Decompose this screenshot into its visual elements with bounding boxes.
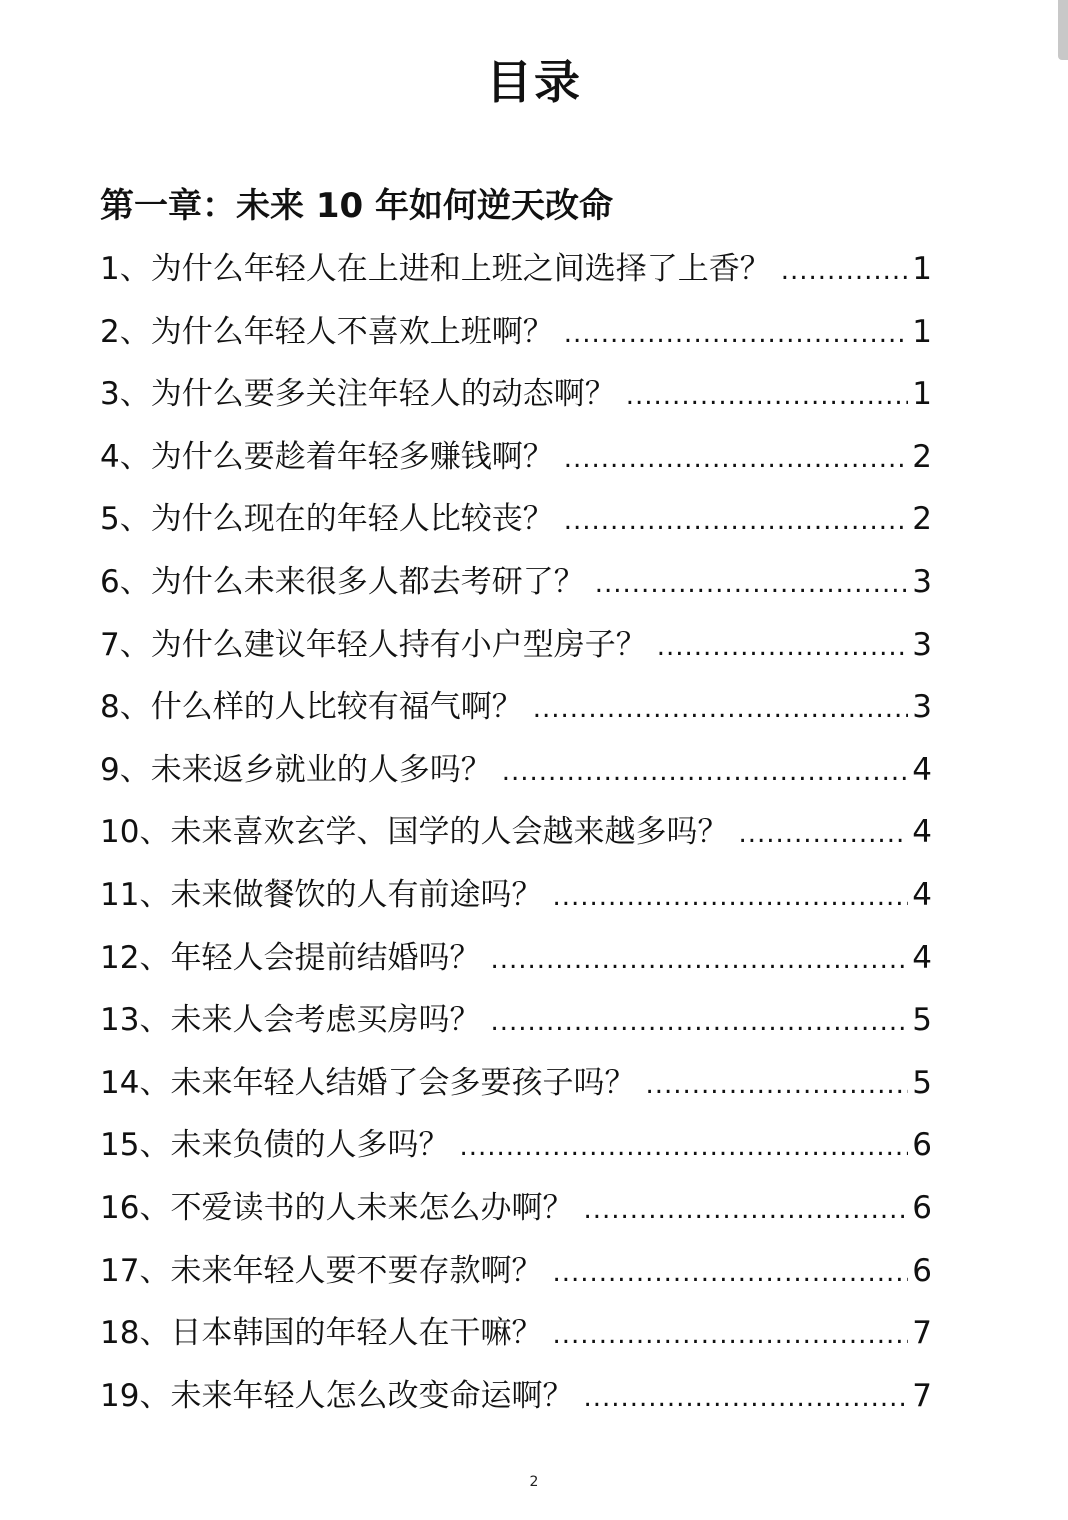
toc-page-number: 3 xyxy=(912,626,932,663)
toc-page-number: 1 xyxy=(912,313,932,350)
toc-entry-text: 1、为什么年轻人在上进和上班之间选择了上香？ xyxy=(100,251,771,287)
toc-entry-11[interactable] xyxy=(100,864,932,927)
toc-page-number: 3 xyxy=(912,563,932,600)
chapter-heading: 第一章：未来 10 年如何逆天改命 xyxy=(100,186,613,226)
toc-page-number: 1 xyxy=(912,376,932,413)
toc-dot-leader xyxy=(564,490,909,553)
toc-page-number: 4 xyxy=(912,939,932,976)
toc-entry-12[interactable] xyxy=(100,927,932,990)
toc-dot-leader xyxy=(564,428,909,491)
toc-entry-19[interactable] xyxy=(100,1365,932,1428)
toc-page-number: 2 xyxy=(912,438,932,475)
toc-entry-text: 8、什么样的人比较有福气啊？ xyxy=(100,689,523,726)
toc-dot-leader xyxy=(781,240,909,303)
toc-dot-leader xyxy=(490,991,908,1054)
toc-page-number: 3 xyxy=(912,689,932,726)
toc-page-number: 7 xyxy=(912,1377,932,1414)
toc-page-number: 1 xyxy=(912,251,932,287)
toc-page-number: 5 xyxy=(912,1064,932,1101)
toc-list xyxy=(100,238,932,1427)
toc-entry-text: 9、未来返乡就业的人多吗？ xyxy=(100,751,492,788)
toc-entry-text: 7、为什么建议年轻人持有小户型房子？ xyxy=(100,626,647,663)
toc-entry-text: 5、为什么现在的年轻人比较丧？ xyxy=(100,501,554,538)
toc-entry-text: 6、为什么未来很多人都去考研了？ xyxy=(100,563,585,600)
toc-entry-text: 12、年轻人会提前结婚吗？ xyxy=(100,939,481,976)
toc-dot-leader xyxy=(583,1179,908,1242)
toc-entry-16[interactable] xyxy=(100,1177,932,1240)
toc-entry-text: 3、为什么要多关注年轻人的动态啊？ xyxy=(100,376,616,413)
scrollbar-thumb[interactable] xyxy=(1058,0,1068,60)
toc-entry-5[interactable] xyxy=(100,488,932,551)
toc-entry-text: 19、未来年轻人怎么改变命运啊？ xyxy=(100,1377,574,1414)
toc-dot-leader xyxy=(564,303,909,366)
toc-entry-text: 17、未来年轻人要不要存款啊？ xyxy=(100,1252,543,1289)
toc-entry-text: 2、为什么年轻人不喜欢上班啊？ xyxy=(100,313,554,350)
toc-entry-9[interactable] xyxy=(100,739,932,802)
toc-dot-leader xyxy=(533,678,909,741)
toc-dot-leader xyxy=(552,1242,908,1305)
toc-entry-14[interactable] xyxy=(100,1052,932,1115)
toc-dot-leader xyxy=(738,803,908,866)
toc-entry-text: 11、未来做餐饮的人有前途吗？ xyxy=(100,876,543,913)
toc-dot-leader xyxy=(583,1367,908,1430)
toc-page-number: 2 xyxy=(912,501,932,538)
toc-dot-leader xyxy=(552,1304,908,1367)
toc-entry-3[interactable] xyxy=(100,363,932,426)
toc-dot-leader xyxy=(626,365,909,428)
page-number: 2 xyxy=(529,1474,539,1490)
toc-page-number: 6 xyxy=(912,1189,932,1226)
toc-entry-6[interactable] xyxy=(100,551,932,614)
toc-entry-10[interactable] xyxy=(100,801,932,864)
toc-page-number: 7 xyxy=(912,1315,932,1352)
toc-dot-leader xyxy=(595,553,909,616)
toc-dot-leader xyxy=(645,1054,908,1117)
toc-page-number: 6 xyxy=(912,1252,932,1289)
toc-entry-text: 18、日本韩国的年轻人在干嘛？ xyxy=(100,1315,543,1352)
toc-dot-leader xyxy=(657,616,909,679)
toc-entry-text: 10、未来喜欢玄学、国学的人会越来越多吗？ xyxy=(100,814,729,851)
toc-entry-text: 4、为什么要趁着年轻多赚钱啊？ xyxy=(100,438,554,475)
toc-entry-text: 14、未来年轻人结婚了会多要孩子吗？ xyxy=(100,1064,636,1101)
toc-entry-4[interactable] xyxy=(100,426,932,489)
toc-entry-text: 15、未来负债的人多吗？ xyxy=(100,1127,450,1164)
toc-entry-18[interactable] xyxy=(100,1302,932,1365)
toc-dot-leader xyxy=(459,1116,908,1179)
toc-entry-7[interactable] xyxy=(100,614,932,677)
toc-page-number: 5 xyxy=(912,1002,932,1039)
toc-page-number: 4 xyxy=(912,751,932,788)
document-title: 目录 xyxy=(486,55,582,109)
toc-entry-text: 16、不爱读书的人未来怎么办啊？ xyxy=(100,1189,574,1226)
toc-page-number: 4 xyxy=(912,814,932,851)
toc-entry-8[interactable] xyxy=(100,676,932,739)
toc-page-number: 6 xyxy=(912,1127,932,1164)
toc-entry-2[interactable] xyxy=(100,301,932,364)
toc-entry-text: 13、未来人会考虑买房吗？ xyxy=(100,1002,481,1039)
toc-dot-leader xyxy=(490,929,908,992)
toc-dot-leader xyxy=(502,741,909,804)
toc-entry-1[interactable] xyxy=(100,238,932,301)
toc-entry-13[interactable] xyxy=(100,989,932,1052)
toc-page-number: 4 xyxy=(912,876,932,913)
toc-dot-leader xyxy=(552,866,908,929)
toc-entry-17[interactable] xyxy=(100,1240,932,1303)
toc-entry-15[interactable] xyxy=(100,1114,932,1177)
